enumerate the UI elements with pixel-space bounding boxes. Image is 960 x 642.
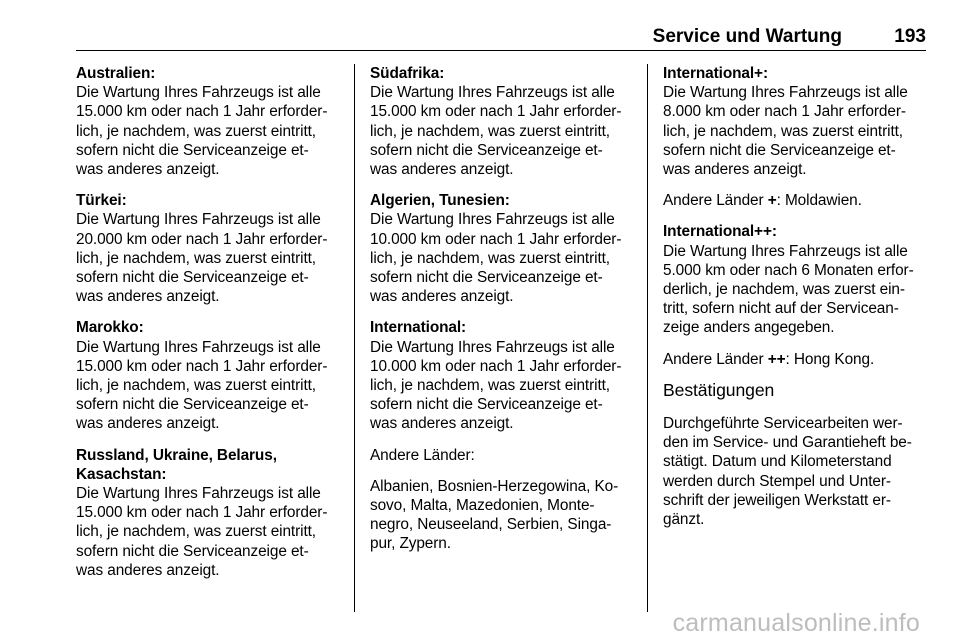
section-international-plus bbox=[663, 64, 931, 210]
paragraph-line: Die Wartung Ihres Fahrzeugs ist alle bbox=[76, 84, 321, 102]
column-3 bbox=[663, 64, 931, 529]
paragraph-line: tritt, sofern nicht auf der Servicean- bbox=[663, 300, 899, 318]
section-heading: International+: bbox=[663, 65, 768, 82]
section-heading: International++: bbox=[663, 223, 777, 241]
column-divider-right bbox=[647, 64, 648, 612]
section-heading: Südafrika: bbox=[370, 65, 445, 82]
paragraph-line: was anderes anzeigt. bbox=[76, 161, 220, 179]
other-countries-list bbox=[370, 477, 638, 554]
paragraph-line: sofern nicht die Serviceanzeige et- bbox=[370, 141, 603, 159]
section-international bbox=[370, 318, 638, 553]
paragraph-line: 20.000 km oder nach 1 Jahr erforder- bbox=[76, 230, 328, 248]
other-countries-rest: : Moldawien. bbox=[776, 192, 862, 210]
paragraph-line: gänzt. bbox=[663, 511, 705, 529]
watermark: carmanualsonline.info bbox=[672, 609, 920, 637]
paragraph-line: was anderes anzeigt. bbox=[663, 161, 807, 179]
paragraph-line: was anderes anzeigt. bbox=[76, 288, 220, 306]
section-heading: Türkei: bbox=[76, 192, 127, 210]
other-countries-label: Andere Länder: bbox=[370, 446, 475, 464]
paragraph-line: derlich, je nachdem, was zuerst ein- bbox=[663, 281, 905, 299]
section-heading: International: bbox=[370, 319, 467, 337]
paragraph-line: was anderes anzeigt. bbox=[370, 288, 514, 306]
section-marokko bbox=[76, 318, 344, 433]
paragraph-line: 15.000 km oder nach 1 Jahr erforder- bbox=[370, 103, 622, 121]
section-heading: Marokko: bbox=[76, 319, 144, 337]
paragraph-line: Die Wartung Ihres Fahrzeugs ist alle bbox=[663, 242, 908, 260]
paragraph-line: lich, je nachdem, was zuerst eintritt, bbox=[76, 122, 316, 140]
plusplus-symbol: ++ bbox=[767, 350, 786, 368]
paragraph-line: sofern nicht die Serviceanzeige et- bbox=[370, 396, 603, 414]
column-1 bbox=[76, 64, 344, 592]
paragraph-line: lich, je nachdem, was zuerst eintritt, bbox=[663, 122, 903, 140]
paragraph bbox=[370, 338, 638, 434]
paragraph-line: werden durch Stempel und Unter- bbox=[663, 472, 891, 490]
paragraph-line: Die Wartung Ihres Fahrzeugs ist alle bbox=[370, 84, 615, 102]
paragraph-line: sofern nicht die Serviceanzeige et- bbox=[663, 141, 896, 159]
section-bestaetigungen bbox=[663, 381, 931, 529]
section-international-plusplus bbox=[663, 222, 931, 368]
paragraph bbox=[663, 242, 931, 338]
paragraph-line: sofern nicht die Serviceanzeige et- bbox=[76, 141, 309, 159]
paragraph-line: den im Service- und Garantieheft be- bbox=[663, 434, 912, 452]
paragraph-line: zeige anders angegeben. bbox=[663, 319, 835, 337]
paragraph-line: lich, je nachdem, was zuerst eintritt, bbox=[76, 249, 316, 267]
paragraph-line: Die Wartung Ihres Fahrzeugs ist alle bbox=[76, 211, 321, 229]
paragraph-line: was anderes anzeigt. bbox=[76, 415, 220, 433]
paragraph-line: was anderes anzeigt. bbox=[370, 161, 514, 179]
paragraph-line: stätigt. Datum und Kilometerstand bbox=[663, 453, 892, 471]
column-2 bbox=[370, 64, 638, 566]
paragraph-line: 15.000 km oder nach 1 Jahr erforder- bbox=[76, 504, 328, 522]
paragraph-line: Durchgeführte Servicearbeiten wer- bbox=[663, 415, 903, 433]
paragraph-line: 15.000 km oder nach 1 Jahr erforder- bbox=[76, 357, 328, 375]
paragraph-line: sofern nicht die Serviceanzeige et- bbox=[76, 396, 309, 414]
paragraph-line: 15.000 km oder nach 1 Jahr erforder- bbox=[76, 103, 328, 121]
paragraph-line: Die Wartung Ihres Fahrzeugs ist alle bbox=[76, 338, 321, 356]
section-heading: Australien: bbox=[76, 65, 156, 82]
paragraph bbox=[663, 83, 931, 179]
paragraph-line: schrift der jeweiligen Werkstatt er- bbox=[663, 491, 891, 509]
heading-line: Russland, Ukraine, Belarus, bbox=[76, 446, 277, 464]
paragraph-line: sofern nicht die Serviceanzeige et- bbox=[370, 269, 603, 287]
other-countries-rest: : Hong Kong. bbox=[785, 350, 875, 368]
paragraph-line: was anderes anzeigt. bbox=[76, 561, 220, 579]
paragraph-line: Die Wartung Ihres Fahrzeugs ist alle bbox=[663, 84, 908, 102]
section-heading: Algerien, Tunesien: bbox=[370, 192, 510, 210]
paragraph-line: lich, je nachdem, was zuerst eintritt, bbox=[76, 377, 316, 395]
paragraph-line: Die Wartung Ihres Fahrzeugs ist alle bbox=[370, 338, 615, 356]
section-heading bbox=[76, 446, 344, 484]
paragraph-line: lich, je nachdem, was zuerst eintritt, bbox=[76, 523, 316, 541]
other-countries-line bbox=[663, 350, 931, 369]
section-tuerkei bbox=[76, 191, 344, 306]
section-russland bbox=[76, 446, 344, 580]
section-algerien bbox=[370, 191, 638, 306]
section-title: Bestätigungen bbox=[663, 379, 775, 400]
paragraph-line: 8.000 km oder nach 1 Jahr erforder- bbox=[663, 103, 906, 121]
other-countries-line bbox=[663, 191, 931, 210]
paragraph-line: Albanien, Bosnien-Herzegowina, Ko- bbox=[370, 477, 619, 495]
heading-line: Kasachstan: bbox=[76, 465, 167, 483]
paragraph-line: lich, je nachdem, was zuerst eintritt, bbox=[370, 122, 610, 140]
paragraph-line: 5.000 km oder nach 6 Monaten erfor- bbox=[663, 261, 914, 279]
paragraph-line: 10.000 km oder nach 1 Jahr erforder- bbox=[370, 357, 622, 375]
paragraph-line: Die Wartung Ihres Fahrzeugs ist alle bbox=[370, 211, 615, 229]
paragraph-line: sofern nicht die Serviceanzeige et- bbox=[76, 542, 309, 560]
section-australien bbox=[76, 64, 344, 179]
paragraph-line: pur, Zypern. bbox=[370, 535, 451, 553]
page-header bbox=[76, 24, 926, 51]
page-title: Service und Wartung bbox=[652, 26, 842, 47]
page-number: 193 bbox=[894, 26, 926, 47]
paragraph-line: lich, je nachdem, was zuerst eintritt, bbox=[370, 377, 610, 395]
paragraph-line: was anderes anzeigt. bbox=[370, 415, 514, 433]
other-countries-prefix: Andere Länder bbox=[663, 192, 768, 210]
paragraph-line: sofern nicht die Serviceanzeige et- bbox=[76, 269, 309, 287]
other-countries-prefix: Andere Länder bbox=[663, 350, 768, 368]
paragraph-line: lich, je nachdem, was zuerst eintritt, bbox=[370, 249, 610, 267]
paragraph-line: sovo, Malta, Mazedonien, Monte- bbox=[370, 497, 595, 515]
paragraph-line: negro, Neuseeland, Serbien, Singa- bbox=[370, 516, 612, 534]
plus-symbol: + bbox=[767, 192, 777, 210]
section-suedafrika bbox=[370, 64, 638, 179]
paragraph-line: 10.000 km oder nach 1 Jahr erforder- bbox=[370, 230, 622, 248]
paragraph-line: Die Wartung Ihres Fahrzeugs ist alle bbox=[76, 485, 321, 503]
column-divider-left bbox=[354, 64, 355, 612]
